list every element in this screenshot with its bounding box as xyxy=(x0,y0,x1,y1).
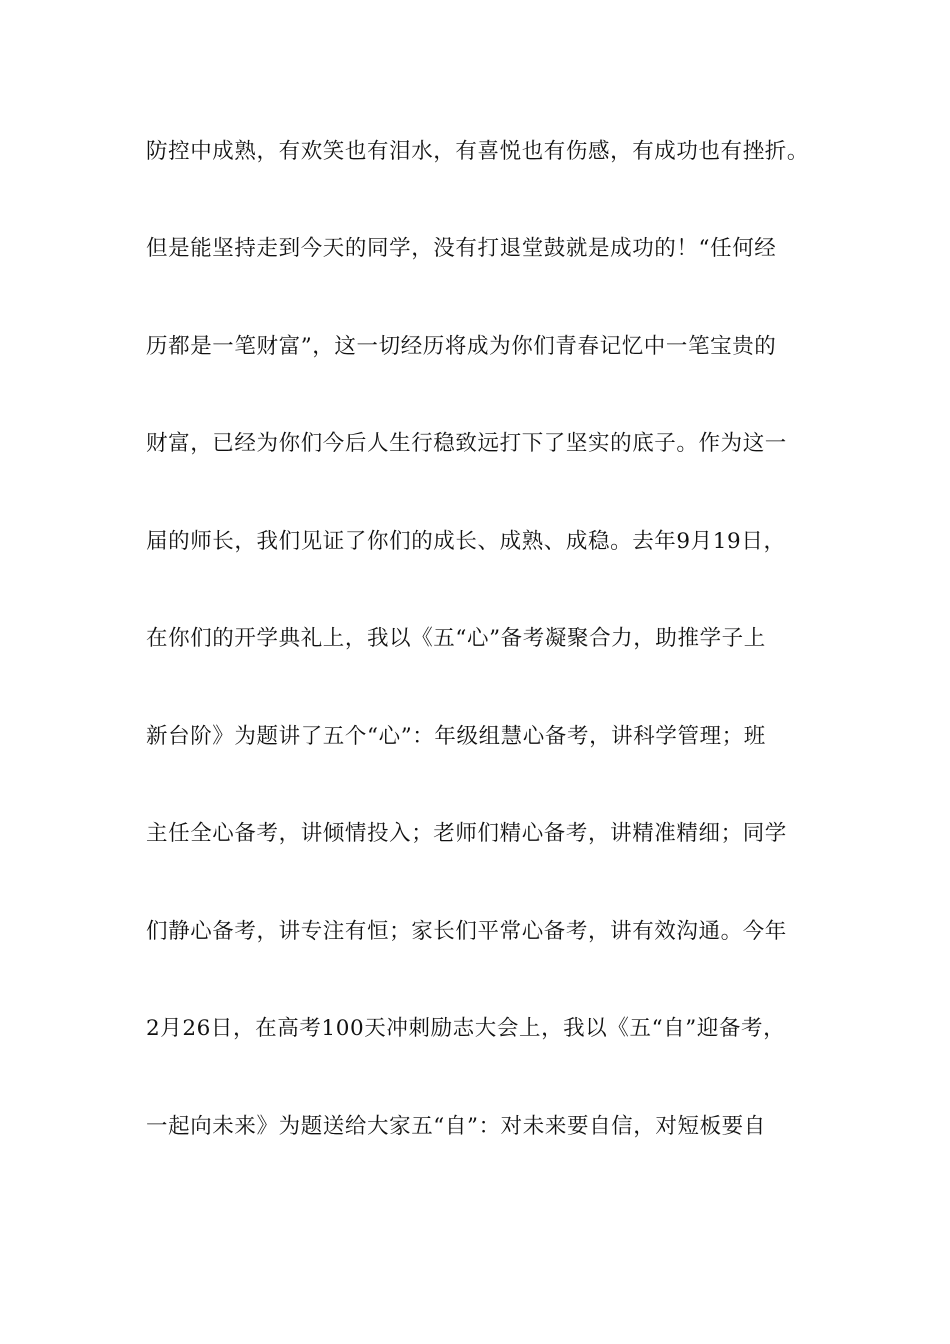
body-text-line: 历都是一笔财富”，这一切经历将成为你们青春记忆中一笔宝贵的 xyxy=(146,334,777,359)
body-text-line: 们静心备考，讲专注有恒；家长们平常心备考，讲有效沟通。今年 xyxy=(146,919,787,944)
body-text-line: 在你们的开学典礼上，我以《五“心”备考凝聚合力，助推学子上 xyxy=(146,626,766,651)
body-text-line: 届的师长，我们见证了你们的成长、成熟、成稳。去年9月19日， xyxy=(146,529,786,554)
body-text-line: 新台阶》为题讲了五个“心”：年级组慧心备考，讲科学管理；班 xyxy=(146,724,766,749)
body-text-line: 财富，已经为你们今后人生行稳致远打下了坚实的底子。作为这一 xyxy=(146,431,787,456)
body-text-line: 主任全心备考，讲倾情投入；老师们精心备考，讲精准精细；同学 xyxy=(146,821,787,846)
body-text-line: 但是能坚持走到今天的同学，没有打退堂鼓就是成功的！“任何经 xyxy=(146,236,777,261)
body-text-line: 2月26日，在高考100天冲刺励志大会上，我以《五“自”迎备考， xyxy=(146,1016,786,1041)
body-text-line: 防控中成熟，有欢笑也有泪水，有喜悦也有伤感，有成功也有挫折。 xyxy=(146,139,810,164)
body-text-line: 一起向未来》为题送给大家五“自”：对未来要自信，对短板要自 xyxy=(146,1114,766,1139)
